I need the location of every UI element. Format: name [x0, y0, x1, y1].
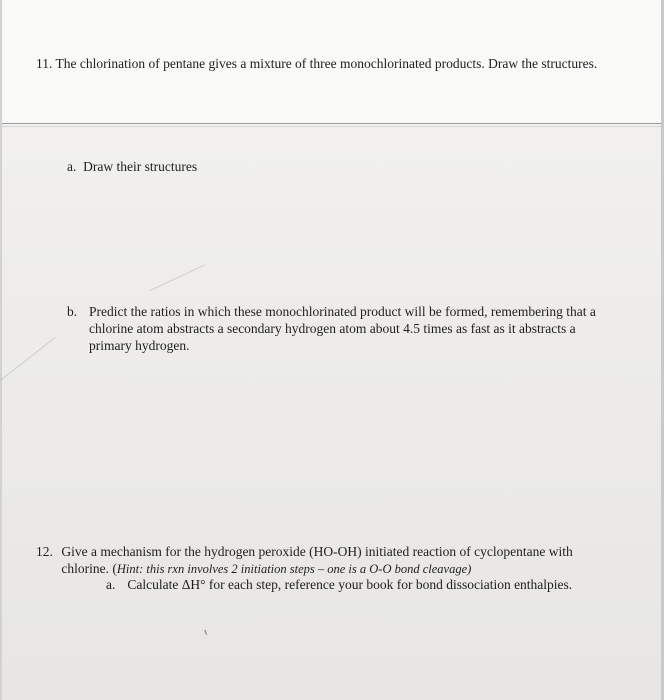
part-b-line-1: Predict the ratios in which these monochlorinated product will be formed, remembering that a — [89, 304, 596, 319]
question-11-part-a — [67, 158, 197, 175]
question-12-number: 12. — [36, 544, 53, 559]
part-b-text — [89, 303, 609, 354]
page-divider-shadow — [0, 126, 664, 127]
stray-pen-mark — [204, 628, 210, 634]
part-b-line-3: primary hydrogen. — [89, 338, 190, 353]
part-a-label: a. — [67, 159, 77, 174]
faint-pen-stroke — [150, 265, 205, 291]
part-a-text: Draw their structures — [83, 159, 198, 174]
part-b-line-2: chlorine atom abstracts a secondary hydrogen atom about 4.5 times as fast as it abstracts a — [89, 321, 576, 336]
part-b-label: b. — [67, 304, 78, 319]
question-12-hint: Hint: this rxn involves 2 initiation steps – one is a O-O bond cleavage) — [116, 562, 472, 576]
question-12-prompt — [61, 543, 621, 578]
question-12-line-1: Give a mechanism for the hydrogen peroxide (HO-OH) initiated reaction of cyclopentane with — [61, 544, 573, 559]
question-11-number: 11. — [36, 56, 53, 71]
part-a-label: a. — [106, 577, 116, 592]
page-edge-left — [0, 0, 2, 700]
part-a-text: Calculate ΔH° for each step, reference your book for bond dissociation enthalpies. — [127, 577, 573, 592]
question-12-line-2-start: chlorine. ( — [61, 561, 117, 576]
faint-pen-stroke — [0, 337, 56, 381]
page-divider — [0, 123, 664, 124]
question-11-prompt: The chlorination of pentane gives a mixture of three monochlorinated products. Draw the structures. — [55, 56, 598, 71]
question-12 — [36, 543, 621, 578]
question-11 — [36, 55, 597, 72]
question-12-part-a — [106, 576, 572, 593]
